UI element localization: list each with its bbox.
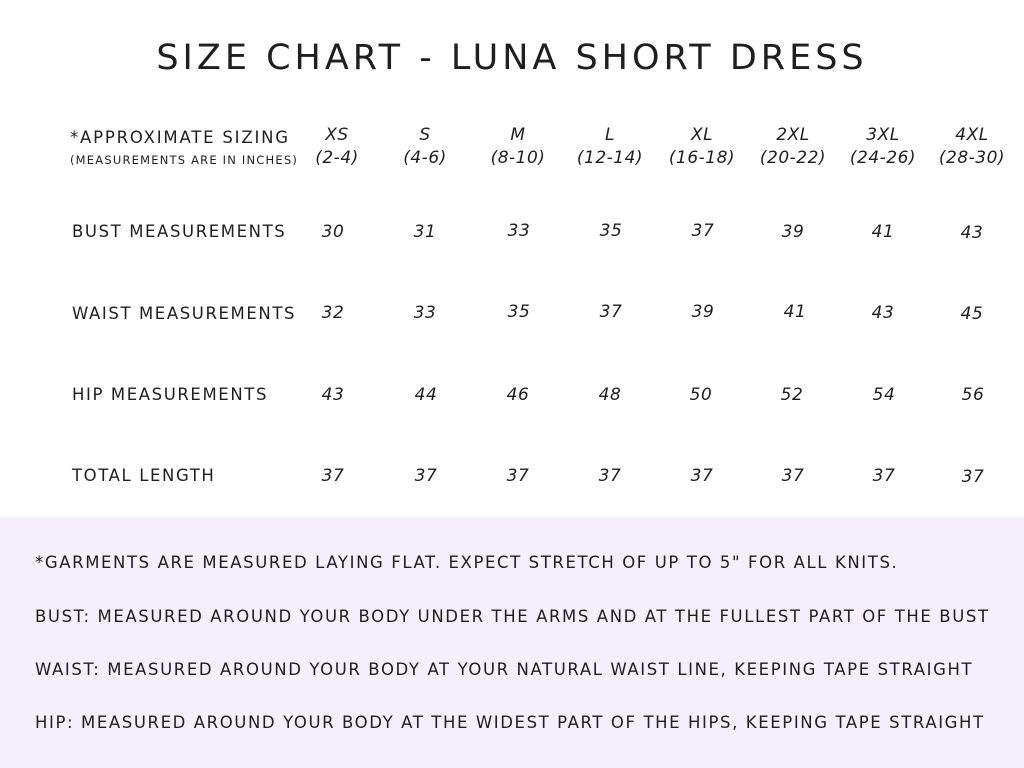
size-header-xs [287,124,387,170]
table-cell: 37 [872,466,896,486]
table-cell: 37 [690,466,714,486]
size-label: 2XL [776,125,810,145]
size-range: (4-6) [403,148,447,168]
table-cell: 39 [691,302,715,322]
size-header-m [468,124,568,170]
size-label: S [419,125,431,145]
table-cell: 32 [321,303,345,323]
size-header-3xl [833,124,933,170]
note-garments: *GARMENTS ARE MEASURED LAYING FLAT. EXPECT STRETCH OF UP TO 5" FOR ALL KNITS. [35,553,899,572]
size-header-l [560,124,660,170]
note-waist: WAIST: MEASURED AROUND YOUR BODY AT YOUR NATURAL WAIST LINE, KEEPING TAPE STRAIGHT [35,660,974,679]
table-cell: 46 [506,385,530,405]
sizing-note [70,128,298,167]
size-range: (28-30) [938,148,1006,168]
table-cell: 50 [689,385,713,405]
table-cell: 37 [781,466,805,486]
note-hip: HIP: MEASURED AROUND YOUR BODY AT THE WIDEST PART OF THE HIPS, KEEPING TAPE STRAIGHT [35,713,985,732]
table-cell: 39 [781,222,805,242]
table-cell: 43 [321,385,345,405]
table-cell: 37 [414,466,438,486]
size-range: (20-22) [759,148,827,168]
size-header-2xl [743,124,843,170]
table-cell: 37 [691,221,715,241]
size-range: (12-14) [576,148,644,168]
size-label: L [605,125,615,145]
size-range: (8-10) [490,148,546,168]
table-cell: 48 [598,385,622,405]
table-cell: 35 [507,302,531,322]
size-label: XL [690,125,714,145]
size-label: 3XL [866,125,900,145]
page-title: SIZE CHART - LUNA SHORT DRESS [156,38,868,78]
size-header-xl [652,124,752,170]
size-label: 4XL [955,125,989,145]
table-cell: 33 [413,303,437,323]
table-cell: 45 [960,304,984,324]
table-cell: 43 [960,223,984,243]
table-cell: 41 [783,302,807,322]
size-header-4xl [922,124,1022,170]
table-cell: 41 [871,222,895,242]
table-cell: 37 [961,467,985,487]
row-label-hip: HIP MEASUREMENTS [72,385,269,404]
row-label-waist: WAIST MEASUREMENTS [72,304,297,323]
size-range: (2-4) [315,148,359,168]
sizing-note-sub: (MEASUREMENTS ARE IN INCHES) [70,153,299,167]
measurement-notes-panel [0,517,1024,768]
row-label-bust: BUST MEASUREMENTS [72,222,287,241]
table-cell: 44 [414,385,438,405]
size-label: M [510,125,526,145]
table-cell: 56 [961,385,985,405]
size-range: (24-26) [849,148,917,168]
table-cell: 30 [321,222,345,242]
table-cell: 37 [598,466,622,486]
sizing-note-main: *APPROXIMATE SIZING [70,128,290,147]
table-cell: 31 [413,222,437,242]
row-label-total-length: TOTAL LENGTH [72,466,216,485]
table-cell: 43 [871,303,895,323]
table-cell: 35 [599,221,623,241]
size-label: XS [325,125,349,145]
table-cell: 52 [780,385,804,405]
size-range: (16-18) [668,148,736,168]
table-cell: 33 [507,221,531,241]
note-bust: BUST: MEASURED AROUND YOUR BODY UNDER THE ARMS AND AT THE FULLEST PART OF THE BUST [35,607,990,626]
table-cell: 37 [506,466,530,486]
table-cell: 37 [321,466,345,486]
size-header-s [375,124,475,170]
table-cell: 37 [599,302,623,322]
table-cell: 54 [872,385,896,405]
